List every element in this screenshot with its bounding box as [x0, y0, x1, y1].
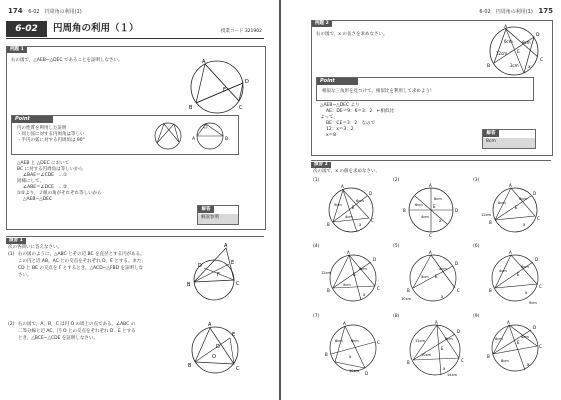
right-page-header	[479, 7, 553, 15]
fig-label: C	[537, 216, 540, 221]
fig-label: 4cm	[439, 267, 447, 271]
fig-label: C	[539, 284, 542, 289]
proof-line: ∠BAE＝∠CDE …①	[23, 173, 68, 178]
item-number: (8)	[393, 314, 400, 319]
fig-label: x	[523, 222, 526, 227]
fig-label: A	[509, 250, 512, 255]
fig-label: C	[429, 233, 432, 238]
answer-box-2	[482, 129, 536, 149]
fig-label: 10cm	[421, 353, 432, 357]
fig-label: E	[231, 260, 235, 266]
item-number: (9)	[473, 314, 480, 319]
fig-label: 6cm	[504, 39, 513, 44]
fig-label: 6cm	[495, 337, 503, 341]
solution-line: 12：x＝3：2	[326, 127, 354, 132]
right-running-head: 6-02 円周角の利用(1)	[479, 9, 533, 15]
fig-label: x	[363, 292, 366, 297]
fig-label: 10cm	[349, 369, 360, 373]
question-number: (1)	[8, 252, 15, 257]
fig-label: B	[187, 282, 191, 288]
fig-label: E	[353, 272, 356, 277]
fig-label: D	[536, 33, 540, 38]
fig-label: 8cm	[445, 337, 453, 341]
fig-label: E	[517, 272, 520, 277]
fig-label: A	[429, 250, 432, 255]
fig-label: 6cm	[521, 265, 529, 269]
point-box-2	[316, 77, 534, 101]
example-2-label: 例題 2	[312, 21, 332, 27]
example-2-frame	[311, 20, 553, 156]
fig-label: B	[489, 220, 492, 225]
fig-label: C	[236, 281, 240, 287]
exercise-2-grid	[311, 178, 557, 398]
fig-label: A	[208, 322, 212, 328]
fig-label: x	[525, 290, 528, 295]
fig-label: B	[403, 208, 406, 213]
fig-label: A	[509, 183, 512, 188]
fig-label: D	[457, 329, 461, 334]
fig-label: D	[216, 344, 220, 350]
right-page	[281, 0, 561, 400]
point-label: Point	[317, 78, 358, 85]
fig-label: A	[504, 25, 508, 30]
fig-label: A	[224, 243, 228, 249]
exercise-1-intro: 次の各問いに答えなさい。	[8, 245, 62, 250]
lesson-title: 円周角の利用（１）	[53, 23, 139, 34]
fig-label: 8cm	[501, 359, 509, 363]
item-number: (7)	[313, 314, 320, 319]
fig-label: 4cm	[421, 215, 429, 219]
fig-label: E	[223, 87, 227, 93]
item-number: (5)	[393, 244, 400, 249]
example-1-figure	[183, 55, 251, 119]
fig-label: x	[527, 362, 530, 367]
question-line: 右の図のように，△ABC とその辺 BC を直径とする円がある。	[18, 252, 145, 257]
fig-label: 6cm	[519, 197, 527, 201]
fig-label: B	[487, 64, 491, 69]
proof-line: ①②より，２組の角がそれぞれ等しいから	[17, 191, 102, 196]
point-label: Point	[12, 116, 53, 123]
figure-4	[321, 248, 387, 308]
fig-label: 4cm	[521, 335, 529, 339]
answer-label: 解答	[483, 130, 499, 137]
fig-label: x	[441, 294, 444, 299]
answer-value: 解説参照	[198, 214, 238, 224]
proof-line: 同様にして，	[17, 179, 44, 184]
fig-label: 5cm	[421, 275, 429, 279]
fig-label: D	[198, 263, 202, 269]
fig-label: x	[528, 65, 531, 70]
figure-5	[401, 248, 467, 308]
proof-line: △AEB と △DEC において	[17, 161, 70, 166]
solution-line: よって，	[320, 115, 338, 120]
fig-label: 10cm	[401, 297, 412, 301]
right-page-number: 175	[538, 7, 553, 15]
fig-label: 12cm	[496, 51, 508, 56]
fig-label: C	[457, 288, 460, 293]
fig-label: 4cm	[499, 269, 507, 273]
proof-line: ∠ABE＝∠DCE …②	[23, 185, 68, 190]
item-number: (6)	[473, 244, 480, 249]
fig-label: E	[433, 204, 436, 209]
fig-label: A	[347, 250, 350, 255]
question-line: この円と辺 AB，AC との交点をそれぞれ D，E とする。また，	[18, 259, 146, 264]
fig-label: A	[192, 137, 196, 142]
fig-label: B	[487, 354, 490, 359]
fig-label: 12cm	[321, 271, 332, 275]
fig-label: 6cm	[415, 203, 423, 207]
exercise-1-q1-figure	[184, 240, 246, 306]
fig-label: 8cm	[434, 197, 442, 201]
example-1-frame	[6, 46, 266, 230]
solution-line: BE：CE＝3：2 なので	[326, 121, 376, 126]
fig-label: E	[517, 50, 520, 55]
question-line: とき，△BCE∽△CDE を証明しなさい。	[18, 336, 98, 341]
fig-label: C	[377, 286, 380, 291]
fig-label: B	[327, 222, 330, 227]
fig-label: B	[327, 288, 330, 293]
fig-label: D	[533, 325, 537, 330]
point-line: 円の性質を利用した証明	[17, 126, 67, 131]
solution-line: AE：DE＝9：6＝3：2 ←相似比	[326, 109, 394, 114]
fig-label: 14cm	[447, 373, 458, 377]
fig-label: C	[461, 358, 464, 363]
fig-label: B	[188, 363, 192, 369]
fig-label: C	[377, 340, 380, 345]
fig-label: A	[429, 183, 432, 188]
answer-box-1	[197, 205, 239, 225]
exercise-1-label: 演習 1	[6, 238, 26, 244]
fig-label: x	[439, 218, 442, 223]
fig-label: O	[212, 354, 216, 360]
question-line: CD と BE の交点を F とするとき，△ACD∽△FBD を証明しな	[18, 266, 143, 271]
left-page	[0, 0, 279, 400]
question-line: 右の図で，A，B，C は円 O の周上の点である。∠ABC の	[18, 322, 136, 327]
example-1-label: 例題 1	[7, 47, 27, 53]
fig-label: 12cm	[415, 339, 426, 343]
fig-label: C	[236, 366, 240, 372]
fig-label: 6cm	[356, 199, 364, 203]
left-page-header	[8, 7, 82, 15]
figure-7	[321, 318, 387, 378]
question-line: さい。	[18, 273, 32, 278]
example-2-figure	[480, 23, 548, 81]
lesson-number: 6-02	[6, 21, 47, 37]
fig-label: B	[189, 105, 193, 111]
point-1-figures	[148, 120, 234, 152]
question-line: 二等分線と辺 AC，円 O との交点をそれぞれ D，E とする	[18, 329, 136, 334]
fig-label: E	[232, 332, 236, 338]
fig-label: B	[407, 288, 410, 293]
solution-line: x＝8	[326, 133, 337, 138]
fig-label: 6cm	[351, 339, 359, 343]
example-1-problem: 右の図で，△AEB∽△DEC であることを証明しなさい。	[11, 58, 123, 63]
fig-label: D	[533, 191, 537, 196]
fig-label: B	[225, 137, 229, 142]
fig-label: E	[435, 274, 438, 279]
fig-label: B	[325, 352, 328, 357]
question-number: (2)	[8, 322, 15, 327]
answer-value: 8cm	[483, 138, 535, 148]
item-number: (4)	[313, 244, 320, 249]
fig-label: A	[343, 321, 346, 326]
figure-3	[481, 182, 547, 238]
lesson-code: 授業コード 321902	[220, 29, 262, 34]
figure-9	[481, 318, 547, 378]
fig-label: x	[359, 222, 362, 227]
proof-line: BC に対する円周角は等しいから	[17, 167, 84, 172]
fig-label: A	[202, 59, 206, 65]
exercise-2-intro: 次の図で，x の値を求めなさい。	[313, 169, 381, 174]
fig-label: 9cm	[343, 283, 351, 287]
fig-label: 8cm	[359, 267, 367, 271]
fig-label: B	[489, 288, 492, 293]
fig-label: D	[365, 371, 369, 376]
figure-2	[401, 182, 463, 238]
fig-label: C	[371, 218, 374, 223]
fig-label: 9cm	[522, 40, 531, 45]
fig-label: 9cm	[529, 301, 537, 305]
fig-label: D	[369, 191, 373, 196]
fig-label: x	[349, 354, 352, 359]
exercise-2-label: 演習 2	[311, 162, 331, 168]
point-line: ・半円の弧に対する円周角は 90°	[17, 138, 85, 143]
point-box-1	[11, 115, 239, 155]
left-page-number: 174	[8, 7, 23, 15]
fig-label: 8cm	[498, 201, 506, 205]
fig-label: C	[540, 58, 544, 63]
exercise-2-rule	[311, 160, 551, 162]
exercise-1-q2-figure	[186, 318, 244, 380]
proof-line: △AEB∽△DEC	[23, 197, 53, 202]
fig-label: 5cm	[334, 203, 342, 207]
fig-label: A	[341, 184, 344, 189]
fig-label: E	[517, 340, 520, 345]
fig-label: C	[539, 344, 542, 349]
fig-label: D	[455, 208, 459, 213]
point-text: 相似な三角形を見つけて，相似比を利用して求めよう！	[322, 89, 435, 94]
fig-label: E	[441, 346, 444, 351]
item-number: (2)	[393, 178, 400, 183]
figure-6	[481, 248, 547, 308]
fig-label: E	[515, 205, 518, 210]
fig-label: 3cm	[510, 63, 519, 68]
answer-label: 解答	[198, 206, 214, 213]
fig-label: 4cm	[345, 215, 353, 219]
lesson-title-bar	[6, 20, 264, 39]
solution-line: △AEB∽△DEC より	[320, 103, 360, 108]
fig-label: D	[455, 261, 459, 266]
example-2-problem: 右の図で，x の長さを求めなさい。	[316, 32, 388, 37]
exercise-1-rule	[6, 236, 264, 238]
fig-label: A	[507, 320, 510, 325]
fig-label: C	[239, 105, 243, 111]
fig-label: D	[245, 79, 249, 85]
fig-label: E	[352, 205, 355, 210]
fig-label: D	[535, 257, 539, 262]
fig-label: 8cm	[335, 339, 343, 343]
item-number: (3)	[473, 178, 480, 183]
item-number: (1)	[313, 178, 320, 183]
fig-label: x	[443, 366, 446, 371]
point-line: ・同じ弧に対する円周角は等しい	[17, 132, 85, 137]
fig-label: D	[373, 257, 377, 262]
figure-8	[401, 318, 469, 380]
fig-label: B	[407, 360, 410, 365]
fig-label: F	[217, 272, 220, 278]
figure-1	[321, 182, 383, 238]
fig-label: 12cm	[481, 213, 492, 217]
fig-label: A	[435, 320, 438, 325]
left-running-head: 6-02 円周角の利用(1)	[28, 9, 82, 15]
